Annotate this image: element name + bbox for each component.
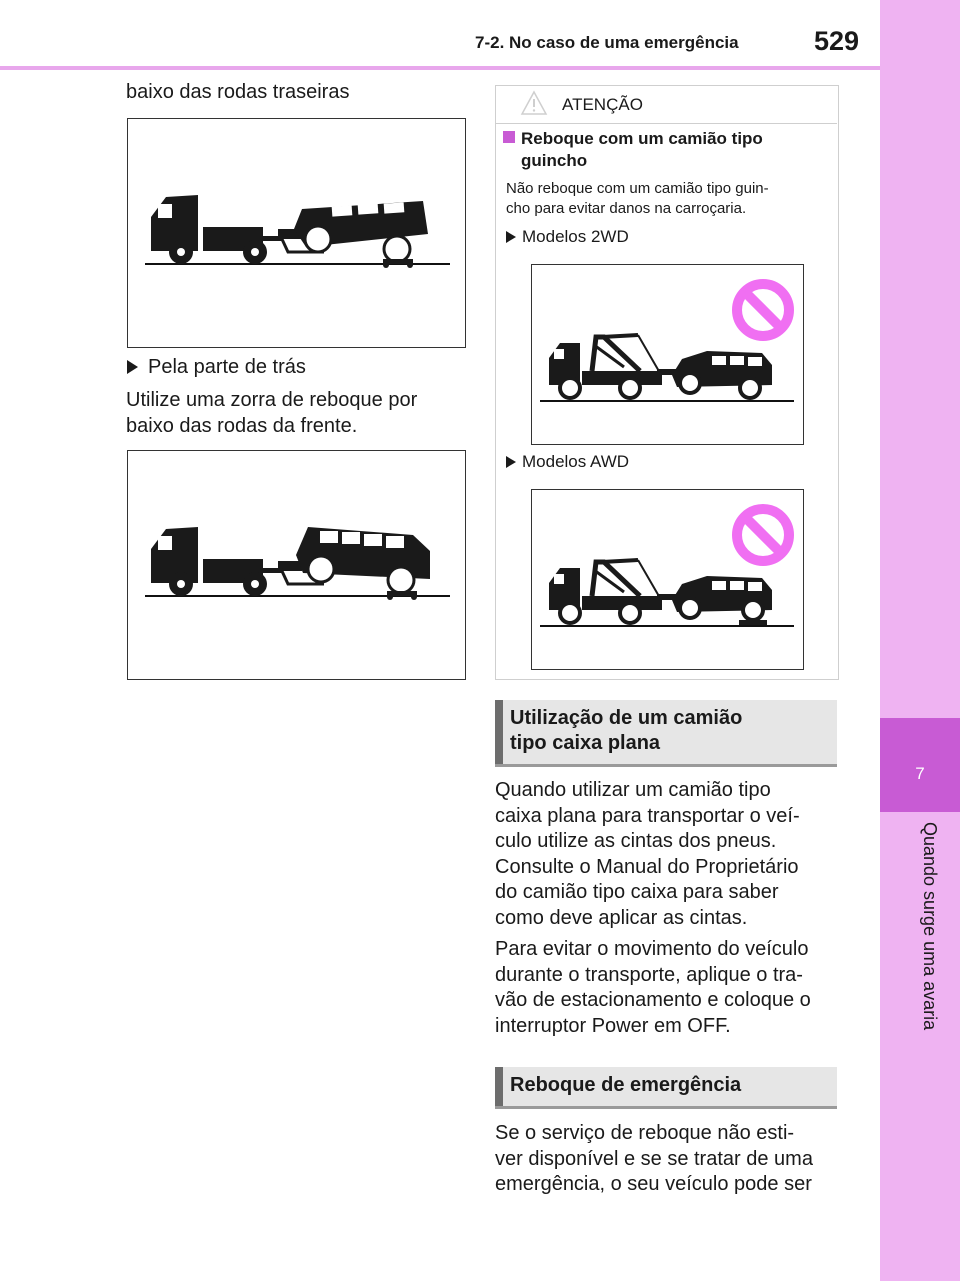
section-accent-bar bbox=[495, 700, 503, 764]
wrecker-awd-prohibited-illustration bbox=[532, 490, 803, 669]
caution-heading: Reboque com um camião tipo guincho bbox=[521, 129, 763, 170]
chapter-number: 7 bbox=[915, 764, 925, 783]
warning-triangle-icon bbox=[520, 90, 548, 116]
section-accent-bar bbox=[495, 1067, 503, 1106]
wrecker-2wd-prohibited-illustration bbox=[532, 265, 803, 444]
bullet-triangle-icon bbox=[506, 231, 516, 243]
caution-title: ATENÇÃO bbox=[562, 95, 643, 114]
bullet-rear: Pela parte de trás bbox=[127, 356, 306, 379]
wrecker-awd-figure bbox=[531, 489, 804, 670]
bullet-triangle-icon bbox=[506, 456, 516, 468]
front-dolly-figure bbox=[127, 450, 466, 680]
page-number: 529 bbox=[814, 26, 860, 56]
emergency-section-title: Reboque de emergência bbox=[510, 1074, 742, 1096]
chapter-side-tab bbox=[880, 0, 960, 1281]
tow-truck-dolly-rear-illustration bbox=[128, 119, 465, 347]
header-rule bbox=[0, 66, 880, 70]
emergency-paragraph: Se o serviço de reboque não esti- ver disponível e se se tratar de uma emergência, o seu veículo pode ser bbox=[495, 1122, 813, 1195]
caution-text: Não reboque com um camião tipo guin- cho para evitar danos na carroçaria. bbox=[506, 180, 769, 217]
square-bullet-icon bbox=[503, 131, 515, 143]
flatbed-paragraph-2: Para evitar o movimento do veículo durante o transporte, aplique o tra- vão de estacionamento e coloque o interruptor Power em OFF. bbox=[495, 938, 811, 1037]
section-title: 7-2. No caso de uma emergência bbox=[475, 33, 739, 52]
front-para-line-1: Utilize uma zorra de reboque por bbox=[126, 389, 418, 411]
wrecker-2wd-figure bbox=[531, 264, 804, 445]
flatbed-section-title: Utilização de um camião tipo caixa plana bbox=[510, 707, 743, 754]
bullet-2wd: Modelos 2WD bbox=[506, 227, 629, 247]
bullet-triangle-icon bbox=[127, 360, 138, 374]
bullet-awd: Modelos AWD bbox=[506, 452, 629, 472]
tow-truck-dolly-front-illustration bbox=[128, 451, 465, 679]
flatbed-paragraph-1: Quando utilizar um camião tipo caixa plana para transportar o veí- culo utilize as cintas dos pneus. Consulte o Manual do Proprietário do camião tipo caixa para saber como deve aplicar as cintas. bbox=[495, 779, 800, 929]
intro-text: baixo das rodas traseiras bbox=[126, 81, 350, 103]
front-para-line-2: baixo das rodas da frente. bbox=[126, 415, 358, 437]
rear-dolly-figure bbox=[127, 118, 466, 348]
chapter-label: Quando surge uma avaria bbox=[920, 822, 940, 1031]
